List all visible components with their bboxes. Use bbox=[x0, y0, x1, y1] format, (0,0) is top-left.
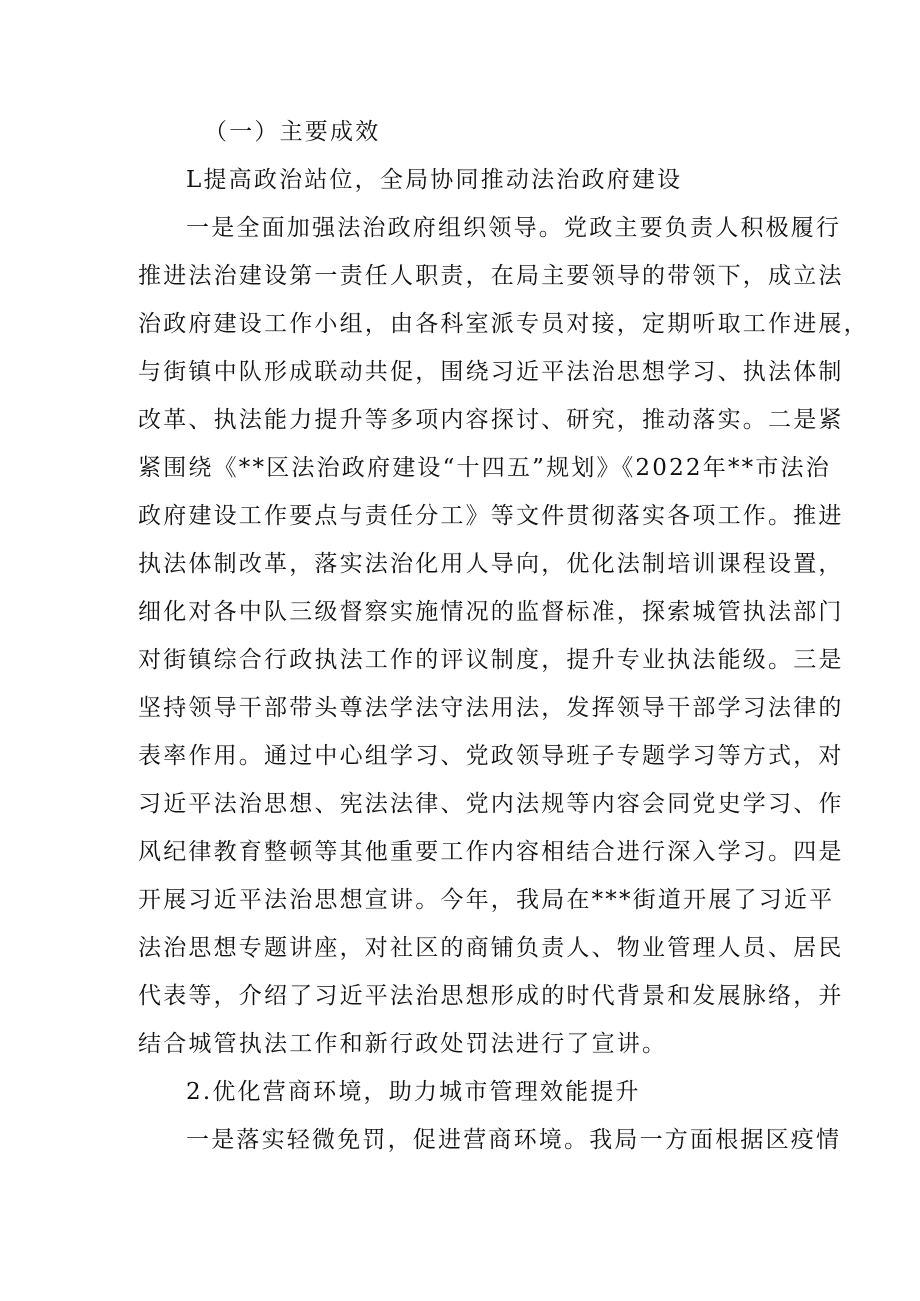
paragraph-1-line: 代表等，介绍了习近平法治思想形成的时代背景和发展脉络，并 bbox=[138, 983, 844, 1009]
paragraph-1-line: 表率作用。通过中心组学习、党政领导班子专题学习等方式，对 bbox=[138, 743, 844, 769]
paragraph-1-line: 对街镇综合行政执法工作的评议制度，提升专业执法能级。三是 bbox=[138, 647, 844, 673]
paragraph-1-line: 习近平法治思想、宪法法律、党内法规等内容会同党史学习、作 bbox=[138, 791, 844, 817]
paragraph-1-line: 结合城管执法工作和新行政处罚法进行了宣讲。 bbox=[138, 1031, 668, 1057]
paragraph-1-line: 与街镇中队形成联动共促，围绕习近平法治思想学习、执法体制 bbox=[138, 359, 844, 385]
paragraph-1-line: 执法体制改革，落实法治化用人导向，优化法制培训课程设置， bbox=[138, 551, 844, 577]
section-heading: （一）主要成效 bbox=[204, 119, 381, 145]
paragraph-1-line: 政府建设工作要点与责任分工》等文件贯彻落实各项工作。推进 bbox=[138, 503, 844, 529]
subheading-2: 2.优化营商环境，助力城市管理效能提升 bbox=[186, 1079, 641, 1105]
paragraph-2-line: 一是落实轻微免罚，促进营商环境。我局一方面根据区疫情 bbox=[186, 1127, 842, 1153]
paragraph-1-line: 开展习近平法治思想宣讲。今年，我局在***街道开展了习近平 bbox=[138, 887, 835, 913]
paragraph-1-line: 紧围绕《**区法治政府建设“十四五”规划》《2022年**市法治 bbox=[138, 455, 831, 481]
paragraph-1-line: 推进法治建设第一责任人职责，在局主要领导的带领下，成立法 bbox=[138, 263, 844, 289]
paragraph-1-line: 法治思想专题讲座，对社区的商铺负责人、物业管理人员、居民 bbox=[138, 935, 844, 961]
subheading-1: L提高政治站位，全局协同推动法治政府建设 bbox=[186, 167, 683, 193]
paragraph-1-line: 治政府建设工作小组，由各科室派专员对接，定期听取工作进展， bbox=[138, 311, 869, 337]
paragraph-1-line: 坚持领导干部带头尊法学法守法用法，发挥领导干部学习法律的 bbox=[138, 695, 844, 721]
paragraph-1-line: 风纪律教育整顿等其他重要工作内容相结合进行深入学习。四是 bbox=[138, 839, 844, 865]
paragraph-1-line: 一是全面加强法治政府组织领导。党政主要负责人积极履行 bbox=[186, 215, 842, 241]
paragraph-1-line: 改革、执法能力提升等多项内容探讨、研究，推动落实。二是紧 bbox=[138, 407, 844, 433]
paragraph-1-line: 细化对各中队三级督察实施情况的监督标准，探索城管执法部门 bbox=[138, 599, 844, 625]
